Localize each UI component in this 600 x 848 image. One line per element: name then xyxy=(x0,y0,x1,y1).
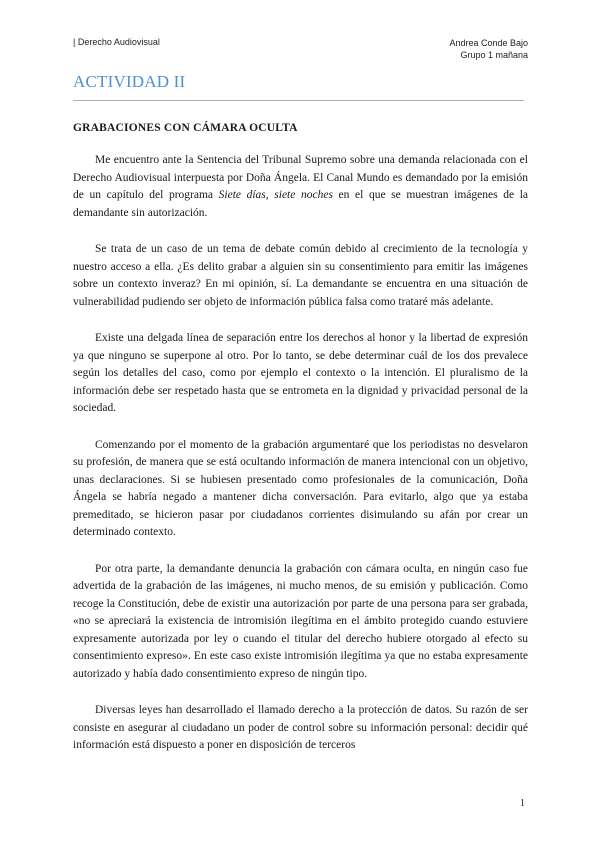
body-text xyxy=(73,152,528,774)
header-group: Grupo 1 mañana xyxy=(460,50,528,60)
title-divider xyxy=(73,100,524,101)
header-author: Andrea Conde Bajo xyxy=(449,38,528,48)
header-course: | Derecho Audiovisual xyxy=(73,37,160,47)
header-author-block xyxy=(449,37,528,61)
paragraph-2: Se trata de un caso de un tema de debate común debido al crecimiento de la tecnología y nuestro acceso a ella. ¿Es delito grabar a alguien sin su consentimiento para emitir las imágenes sobre un contexto inveraz? En mi opinión, sí. La demandante se encuentra en una situación de vulnerabilidad pudiendo ser objeto de información pública falsa como trataré más adelante. xyxy=(73,243,528,308)
page-title: ACTIVIDAD II xyxy=(73,72,186,91)
section-title: GRABACIONES CON CÁMARA OCULTA xyxy=(73,122,298,134)
paragraph-4: Comenzando por el momento de la grabación argumentaré que los periodistas no desvelaron su profesión, de manera que se está ocultando información de manera intencional con un objetivo, unas declaraciones. Si se hubiesen presentado como profesionales de la comunicación, Doña Ángela se habría negado a mantener dicha conversación. Para evitarlo, algo que ya estaba premeditado, se hicieron pasar por ciudadanos corrientes disimulando su afán por crear un determinado contexto. xyxy=(73,438,528,538)
paragraph-5: Por otra parte, la demandante denuncia la grabación con cámara oculta, en ningún caso fue advertida de la grabación de las imágenes, ni mucho menos, de su emisión y publicación. Como recoge la Constitución, debe de existir una autorización por parte de una persona para ser grabada, «no se apreciará la existencia de intromisión ilegítima en el ámbito protegido cuando estuviere expresamente autorizada por ley o cuando el titular del derecho hubiere otorgado al efecto su consentimiento expreso». En este caso existe intromisión ilegítima ya que no estaba expresamente autorizado y había dado consentimiento expreso de ningún tipo. xyxy=(73,562,528,680)
program-title: Siete días, siete noches xyxy=(218,189,333,201)
paragraph-3: Existe una delgada línea de separación entre los derechos al honor y la libertad de expresión ya que ninguno se superpone al otro. Por lo tanto, se debe determinar cuál de los dos prevalece según los detalles del caso, como por ejemplo el contexto o la intención. El pluralismo de la información debe ser respetado hasta que se entrometa en la dignidad y privacidad personal de la sociedad. xyxy=(73,332,528,414)
page-number: 1 xyxy=(520,798,525,809)
paragraph-1: Me encuentro ante la Sentencia del Tribunal Supremo sobre una demanda relacionada con el Derecho Audiovisual interpuesta por Doña Ángela. El Canal Mundo es demandado por la emisión de un capítulo del programa Siete días, siete noches en el que se muestran imágenes de la demandante sin autorización. xyxy=(73,154,528,219)
paragraph-6: Diversas leyes han desarrollado el llamado derecho a la protección de datos. Su razón de ser consiste en asegurar al ciudadano un poder de control sobre su información personal: decidir qué información está dispuesto a poner en disposición de terceros xyxy=(73,704,528,751)
